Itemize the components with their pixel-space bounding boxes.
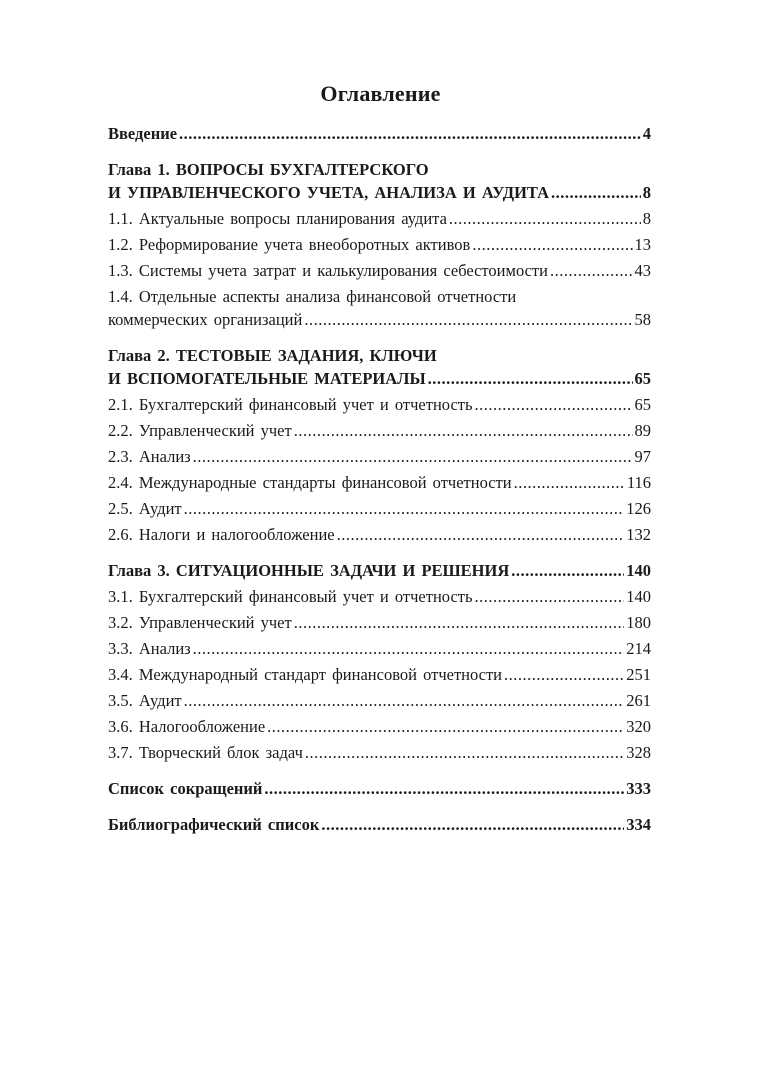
chapter-2-title-line-2: И ВСПОМОГАТЕЛЬНЫЕ МАТЕРИАЛЫ (108, 369, 426, 388)
toc-entry-section-1-2[interactable] (108, 233, 651, 256)
chapter-1-block (108, 158, 651, 331)
toc-page-number: 89 (634, 421, 651, 440)
dot-leader (179, 122, 641, 145)
toc-entry-label: 1.1. Актуальные вопросы планирования аудита (108, 209, 447, 228)
toc-page-number: 180 (626, 613, 651, 632)
toc-page-number: 140 (626, 561, 651, 580)
chapter-2-title-line-1[interactable]: Глава 2. ТЕСТОВЫЕ ЗАДАНИЯ, КЛЮЧИ (108, 346, 437, 365)
toc-page-number: 8 (642, 183, 651, 202)
chapter-3-block (108, 559, 651, 764)
toc-entry-section-2-3[interactable] (108, 445, 651, 468)
chapter-2-heading[interactable] (108, 367, 651, 390)
toc-page-number: 126 (626, 499, 651, 518)
toc-page-number: 251 (626, 665, 651, 684)
toc-page-number: 8 (642, 209, 651, 228)
dot-leader (514, 471, 625, 494)
toc-entry-section-3-2[interactable] (108, 611, 651, 634)
dot-leader (449, 207, 641, 230)
toc-entry-label: 3.5. Аудит (108, 691, 182, 710)
toc-entry-label: 3.2. Управленческий учет (108, 613, 292, 632)
toc-page-number: 13 (634, 235, 651, 254)
toc-page-number: 261 (626, 691, 651, 710)
chapter-1-title-line-1[interactable]: Глава 1. ВОПРОСЫ БУХГАЛТЕРСКОГО (108, 160, 429, 179)
toc-page-number: 58 (634, 310, 651, 329)
toc-page-number: 334 (626, 815, 651, 834)
toc-entry-label: 1.3. Системы учета затрат и калькулирования себестоимости (108, 261, 548, 280)
toc-page-number: 97 (634, 447, 651, 466)
toc-page-number: 333 (626, 779, 651, 798)
toc-entry-label: 3.1. Бухгалтерский финансовый учет и отчетность (108, 587, 473, 606)
dot-leader (193, 445, 633, 468)
toc-entry-section-3-5[interactable] (108, 689, 651, 712)
toc-entry-section-2-2[interactable] (108, 419, 651, 442)
toc-entry-label: 2.6. Налоги и налогообложение (108, 525, 335, 544)
toc-entry-label: коммерческих организаций (108, 310, 303, 329)
toc-entry-section-2-1[interactable] (108, 393, 651, 416)
dot-leader (337, 523, 625, 546)
toc-entry-section-3-1[interactable] (108, 585, 651, 608)
toc-entry-label: Введение (108, 124, 178, 143)
toc-page-number: 214 (626, 639, 651, 658)
chapter-3-title: Глава 3. СИТУАЦИОННЫЕ ЗАДАЧИ И РЕШЕНИЯ (108, 561, 510, 580)
dot-leader (294, 419, 633, 442)
toc-entry-label: Библиографический список (108, 815, 320, 834)
toc-entry-label: 2.2. Управленческий учет (108, 421, 292, 440)
toc-entry-section-1-4-line-1[interactable]: 1.4. Отдельные аспекты анализа финансовой отчетности (108, 287, 517, 306)
toc-entry-label: 3.7. Творческий блок задач (108, 743, 303, 762)
page-title: Оглавление (320, 81, 441, 106)
toc-entry-section-1-3[interactable] (108, 259, 651, 282)
chapter-3-heading[interactable] (108, 559, 651, 582)
toc-entry-label: 2.3. Анализ (108, 447, 191, 466)
toc-entry-section-2-5[interactable] (108, 497, 651, 520)
dot-leader (475, 585, 625, 608)
toc-page-number: 328 (626, 743, 651, 762)
toc-entry-label: 3.4. Международный стандарт финансовой отчетности (108, 665, 503, 684)
dot-leader (193, 637, 625, 660)
toc-entry-label: Список сокращений (108, 779, 263, 798)
toc-entry-section-3-6[interactable] (108, 715, 651, 738)
toc-page-number: 4 (642, 124, 651, 143)
toc-page-number: 65 (634, 395, 651, 414)
toc-entry-label: 2.1. Бухгалтерский финансовый учет и отчетность (108, 395, 473, 414)
dot-leader (511, 559, 624, 582)
dot-leader (321, 813, 624, 836)
table-of-contents (108, 122, 651, 836)
toc-page-number: 116 (626, 473, 651, 492)
dot-leader (472, 233, 632, 256)
toc-entry-introduction[interactable] (108, 122, 651, 145)
toc-page-number: 43 (634, 261, 651, 280)
toc-entry-section-3-3[interactable] (108, 637, 651, 660)
toc-entry-section-1-1[interactable] (108, 207, 651, 230)
dot-leader (305, 741, 624, 764)
dot-leader (267, 715, 624, 738)
dot-leader (264, 777, 624, 800)
dot-leader (550, 259, 633, 282)
toc-page-number: 132 (626, 525, 651, 544)
dot-leader (504, 663, 624, 686)
dot-leader (184, 689, 625, 712)
dot-leader (551, 181, 641, 204)
toc-entry-section-1-4[interactable] (108, 308, 651, 331)
toc-entry-bibliography[interactable] (108, 813, 651, 836)
toc-entry-abbreviations[interactable] (108, 777, 651, 800)
toc-entry-label: 3.6. Налогообложение (108, 717, 266, 736)
toc-entry-section-2-4[interactable] (108, 471, 651, 494)
toc-entry-label: 3.3. Анализ (108, 639, 191, 658)
chapter-2-block (108, 344, 651, 546)
chapter-1-heading[interactable] (108, 181, 651, 204)
dot-leader (184, 497, 625, 520)
toc-entry-section-3-7[interactable] (108, 741, 651, 764)
toc-entry-section-3-4[interactable] (108, 663, 651, 686)
dot-leader (294, 611, 625, 634)
toc-entry-label: 2.5. Аудит (108, 499, 182, 518)
toc-entry-label: 2.4. Международные стандарты финансовой отчетности (108, 473, 512, 492)
dot-leader (304, 308, 632, 331)
toc-entry-section-2-6[interactable] (108, 523, 651, 546)
toc-entry-label: 1.2. Реформирование учета внеоборотных активов (108, 235, 471, 254)
dot-leader (428, 367, 633, 390)
dot-leader (475, 393, 633, 416)
toc-page-number: 65 (634, 369, 651, 388)
toc-page-number: 140 (626, 587, 651, 606)
toc-page-number: 320 (626, 717, 651, 736)
chapter-1-title-line-2: И УПРАВЛЕНЧЕСКОГО УЧЕТА, АНАЛИЗА И АУДИТА (108, 183, 550, 202)
